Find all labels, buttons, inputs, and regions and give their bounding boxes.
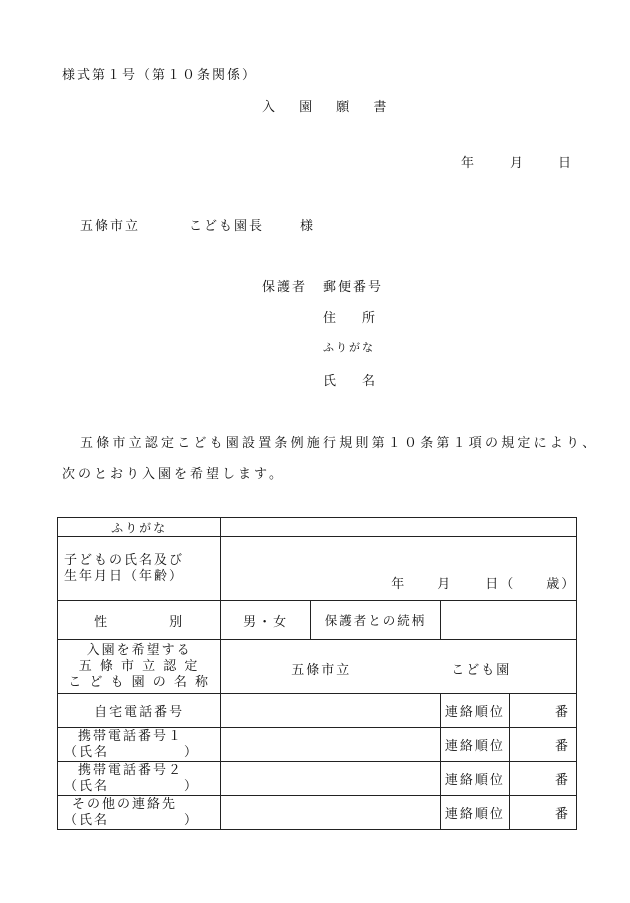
date-day: 日 (558, 156, 572, 171)
date-year: 年 (461, 156, 475, 171)
ban-label: 番 (554, 807, 570, 822)
row-furigana (58, 518, 577, 537)
contact-order-field[interactable] (509, 694, 576, 728)
school-label (58, 640, 221, 694)
child-field[interactable] (221, 537, 577, 601)
mobile1-label-line2: （氏名 ） (64, 744, 200, 760)
child-label-line2: 生年月日（年齢） (64, 568, 185, 584)
home-phone-field[interactable] (221, 694, 441, 728)
ban-label: 番 (554, 773, 570, 788)
other-contact-label-line1: その他の連絡先 (72, 796, 178, 812)
other-contact-field[interactable] (221, 796, 441, 830)
application-table (57, 517, 577, 830)
contact-order-label: 連絡順位 (440, 694, 509, 728)
birth-year: 年 (391, 577, 407, 592)
mobile2-field[interactable] (221, 762, 441, 796)
addressee-honorific: 様 (300, 219, 314, 234)
furigana-field[interactable] (221, 518, 577, 537)
relation-label: 保護者との続柄 (311, 601, 441, 640)
addressee-prefix: 五條市立 (80, 219, 141, 234)
birth-age: 歳） (546, 577, 577, 592)
school-prefix: 五條市立 (291, 663, 352, 678)
contact-order-field[interactable] (509, 762, 576, 796)
contact-order-field[interactable] (509, 728, 576, 762)
mobile1-field[interactable] (221, 728, 441, 762)
child-label-line1: 子どもの氏名及び (64, 552, 185, 568)
school-suffix: こども園 (451, 663, 512, 678)
body-text-line2: 次のとおり入園を希望します。 (62, 467, 285, 482)
relation-field[interactable] (440, 601, 576, 640)
row-mobile2 (58, 762, 577, 796)
mobile2-label-line2: （氏名 ） (64, 778, 200, 794)
contact-order-label: 連絡順位 (440, 796, 509, 830)
row-child (58, 537, 577, 601)
guardian-address-label: 住 所 (323, 311, 376, 326)
mobile1-label (58, 728, 221, 762)
guardian-label: 保護者 (262, 280, 308, 295)
addressee-name: こども園長 (189, 219, 265, 234)
form-number: 様式第１号（第１０条関係） (62, 68, 258, 83)
row-mobile1 (58, 728, 577, 762)
school-label-line1: 入園を希望する (86, 642, 192, 658)
school-label-line2: 五 條 市 立 認 定 (78, 658, 200, 674)
home-phone-label: 自宅電話番号 (58, 694, 221, 728)
furigana-label: ふりがな (58, 518, 221, 537)
other-contact-label-line2: （氏名 ） (64, 812, 200, 828)
gender-options[interactable]: 男・女 (221, 601, 311, 640)
row-gender (58, 601, 577, 640)
school-field[interactable] (221, 640, 577, 694)
row-school (58, 640, 577, 694)
body-text-line1: 五條市立認定こども園設置条例施行規則第１０条第１項の規定により、 (80, 436, 599, 451)
mobile2-label (58, 762, 221, 796)
guardian-furigana-label: ふりがな (323, 341, 375, 354)
row-home-phone (58, 694, 577, 728)
birth-day: 日（ (485, 577, 516, 592)
ban-label: 番 (554, 705, 570, 720)
contact-order-label: 連絡順位 (440, 728, 509, 762)
page-title: 入 園 願 書 (262, 100, 397, 115)
birth-month: 月 (437, 577, 453, 592)
row-other-contact (58, 796, 577, 830)
contact-order-label: 連絡順位 (440, 762, 509, 796)
ban-label: 番 (554, 739, 570, 754)
date-month: 月 (510, 156, 524, 171)
mobile1-label-line1: 携帯電話番号１ (78, 728, 184, 744)
guardian-postal-label: 郵便番号 (323, 280, 384, 295)
gender-label: 性 別 (58, 601, 221, 640)
contact-order-field[interactable] (509, 796, 576, 830)
guardian-name-label: 氏 名 (323, 374, 376, 389)
mobile2-label-line1: 携帯電話番号２ (78, 762, 184, 778)
school-label-line3: こ ど も 園 の 名 称 (68, 674, 210, 690)
child-label (58, 537, 221, 601)
other-contact-label (58, 796, 221, 830)
